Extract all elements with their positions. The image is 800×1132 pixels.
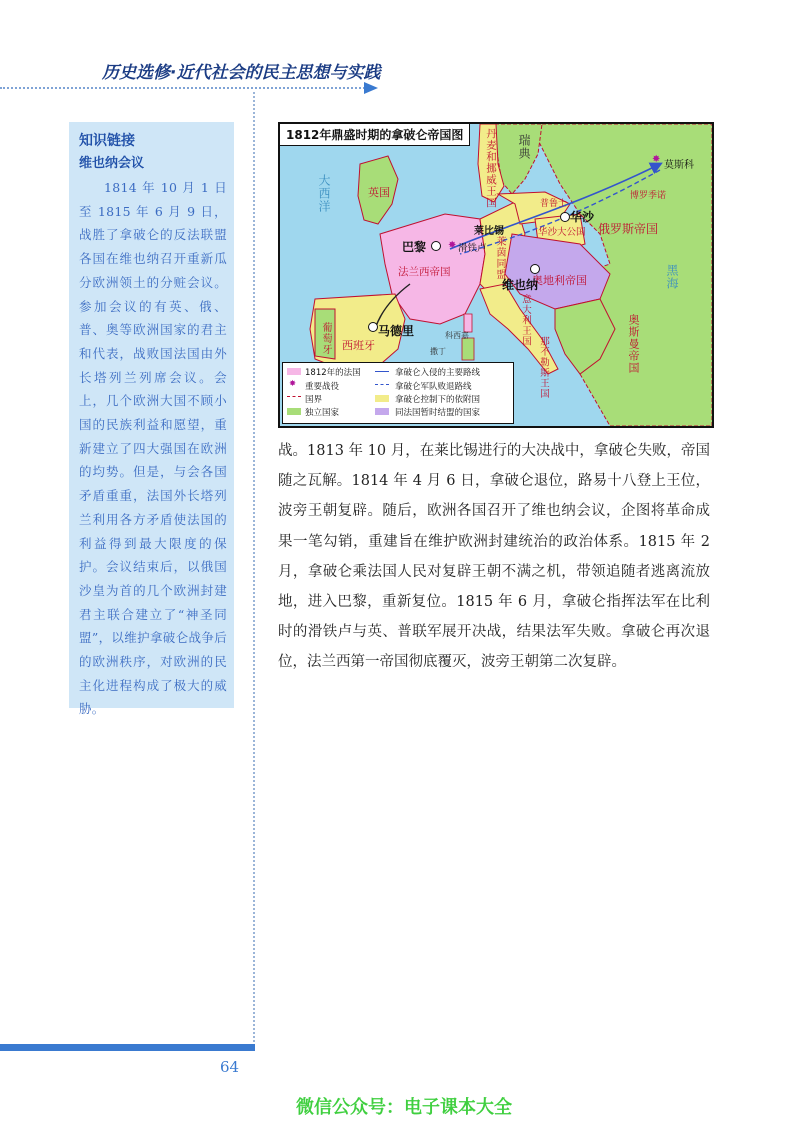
warsaw-marker <box>560 212 570 222</box>
legend-border: 国界 <box>305 395 323 405</box>
label-ottoman: 奥斯曼帝国 <box>627 314 640 374</box>
legend-dependent: 拿破仑控制下的依附国 <box>395 395 481 405</box>
sidebar-heading: 知识链接 <box>79 133 135 149</box>
label-vienna: 维也纳 <box>502 278 539 292</box>
legend-swatch-retreat <box>375 384 389 385</box>
borodino-battle-icon: ✸ <box>652 154 661 165</box>
knowledge-link-sidebar <box>69 122 234 717</box>
label-austria: 奥地利帝国 <box>532 274 587 287</box>
legend-independent: 独立国家 <box>305 408 340 418</box>
label-paris: 巴黎 <box>402 240 427 254</box>
column-divider <box>253 92 255 1042</box>
legend-retreat: 拿破仑军队败退路线 <box>395 382 472 392</box>
legend-swatch-independent <box>287 408 301 415</box>
legend-allied: 同法国暂时结盟的国家 <box>395 408 481 418</box>
label-madrid: 马德里 <box>378 324 415 338</box>
legend-swatch-dependent <box>375 395 389 402</box>
sardinia-island <box>462 338 474 360</box>
label-borodino: 博罗季诺 <box>630 191 667 201</box>
label-moscow: 莫斯科 <box>664 160 694 171</box>
label-atlantic: 大西洋 <box>317 174 331 213</box>
vienna-marker <box>530 264 540 274</box>
label-sardinia: 撒丁 <box>430 347 446 356</box>
sidebar-subheading: 维也纳会议 <box>79 156 145 171</box>
map-title: 1812年鼎盛时期的拿破仑帝国图 <box>280 124 470 146</box>
napoleon-empire-map <box>278 122 714 428</box>
label-russia: 俄罗斯帝国 <box>598 222 659 236</box>
paris-marker <box>431 241 441 251</box>
page-number: 64 <box>220 1058 240 1076</box>
header-divider <box>0 87 368 89</box>
legend-battle: 重要战役 <box>305 382 340 392</box>
label-portugal: 葡萄牙 <box>320 322 331 355</box>
header-arrow-icon <box>364 82 378 94</box>
label-denmark: 丹麦和挪威王国 <box>485 128 497 209</box>
legend-swatch-border <box>287 396 301 397</box>
label-corsica: 科西嘉 <box>445 331 469 340</box>
footer-bar <box>0 1044 255 1051</box>
label-prussia: 普鲁士 <box>540 199 568 209</box>
sidebar-body: 1814 年 10 月 1 日至 1815 年 6 月 9 日，战胜了拿破仑的反法联盟各国在维也纳召开重新瓜分欧洲领土的分赃会议。参加会议的有英、俄、普、奥等欧洲国家的君主和代表，战败国法国由外长塔列兰列席会议。会上，几个欧洲大国不顾小国的民族利益和愿望，重新建立了四大强国在欧洲的均势。但是，与会各国矛盾重重，法国外长塔列兰利用各方矛盾使法国的利益得到最大限度的保护。会议结束后，以俄国沙皇为首的几个欧洲封建君主联合建立了“神圣同盟”，以维护拿破仑战争后的欧洲秩序，对欧洲的民主化进程构成了极大的威胁。 <box>79 180 227 717</box>
waterloo-battle-icon: ✸ <box>448 240 457 251</box>
legend-invasion: 拿破仑入侵的主要路线 <box>395 368 481 378</box>
madrid-marker <box>368 322 378 332</box>
legend-battle-icon: ✸ <box>289 379 297 389</box>
label-warsaw: 华沙 <box>570 210 595 224</box>
label-france: 法兰西帝国 <box>398 266 451 278</box>
label-black-sea: 黑海 <box>665 264 679 290</box>
label-italy: 意大利王国 <box>520 294 531 347</box>
label-spain: 西班牙 <box>342 339 375 352</box>
header-title: 历史选修·近代社会的民主思想与实践 <box>102 63 381 83</box>
label-naples: 那不勒斯王国 <box>538 336 549 399</box>
label-warsaw-duchy: 华沙大公国 <box>538 227 586 238</box>
label-confederation: 莱茵同盟 <box>494 236 505 280</box>
label-leipzig: 莱比锡 <box>474 226 504 237</box>
label-britain: 英国 <box>368 186 390 199</box>
watermark: 微信公众号：电子课本大全 <box>296 1097 512 1118</box>
label-sweden: 瑞典 <box>517 134 531 160</box>
map-legend <box>282 362 514 424</box>
legend-swatch-invasion <box>375 371 389 372</box>
label-waterloo: 滑铁卢 <box>458 243 487 254</box>
legend-france: 1812年的法国 <box>305 368 361 378</box>
legend-swatch-allied <box>375 408 389 415</box>
main-paragraph: 战。1813 年 10 月，在莱比锡进行的大决战中，拿破仑失败，帝国随之瓦解。1814 年 4 月 6 日，拿破仑退位，路易十八登上王位，波旁王朝复辟。随后，欧洲各国召开了维也纳会议，企图将革命成果一笔勾销，重建旨在维护欧洲封建统治的政治体系。1815 年 2 月，拿破仑乘法国人民对复辟王朝不满之机，带领追随者逃离流放地，进入巴黎，重新复位。1815 年 6 月，拿破仑指挥法军在比利时的滑铁卢与英、普联军展开决战，结果法军失败。拿破仑再次退位，法兰西第一帝国彻底覆灭，波旁王朝第二次复辟。 <box>278 443 710 671</box>
legend-swatch-france <box>287 368 301 375</box>
